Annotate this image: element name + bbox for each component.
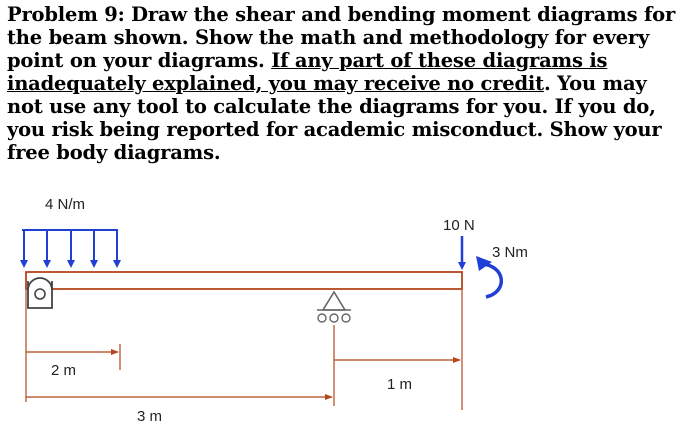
moment-arrow-icon: [476, 256, 501, 297]
pin-support-icon: [28, 278, 52, 308]
problem-underlined-text: If any part of these diagrams is inadequately explained, you may receive no credit: [7, 49, 608, 95]
dimension-3m-label: 3 m: [137, 408, 163, 425]
problem-lead-text: Problem 9: Draw the shear and bending moment diagrams for the beam shown. Show the math and methodology for every point on your diagrams.: [7, 3, 676, 72]
roller-support-icon: [317, 292, 351, 322]
distributed-load-icon: [22, 230, 118, 264]
moment-label: 3 Nm: [492, 244, 528, 261]
dimension-1m-label: 1 m: [387, 376, 413, 393]
problem-tail-text: . You may not use any tool to calculate the diagrams for you. If you do, you risk being reported for academic misconduct. Show your free body diagrams.: [7, 72, 662, 164]
point-load-label: 10 N: [443, 217, 475, 234]
distributed-load-label: 4 N/m: [45, 196, 86, 213]
dimension-2m-label: 2 m: [51, 362, 77, 379]
beam: [26, 272, 462, 289]
